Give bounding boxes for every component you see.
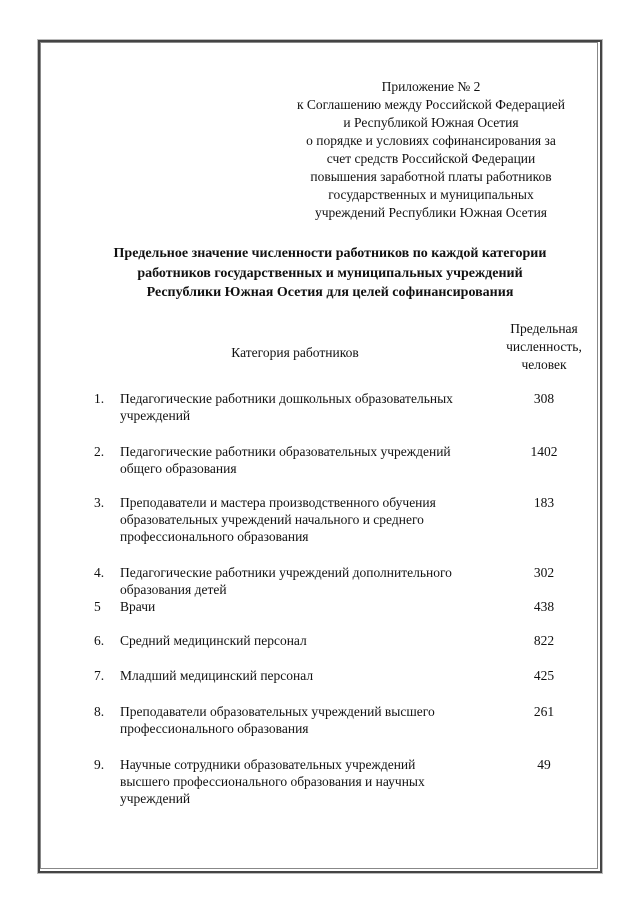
appendix-line: государственных и муниципальных: [328, 187, 534, 202]
row-category: [120, 703, 510, 737]
row-value: 1402: [530, 444, 558, 459]
appendix-line: учреждений Республики Южная Осетия: [314, 205, 548, 220]
row-value: 425: [533, 668, 555, 683]
row-number: 9.: [94, 757, 105, 772]
row-category: [120, 443, 510, 477]
row-category-line: Научные сотрудники образовательных учреждений: [120, 757, 416, 772]
row-category: [120, 390, 510, 424]
row-number: 2.: [94, 444, 105, 459]
row-category-line: Средний медицинский персонал: [120, 633, 307, 648]
row-value: 308: [533, 391, 555, 406]
row-category-line: Преподаватели образовательных учреждений высшего: [120, 704, 435, 719]
appendix-line: Приложение № 2: [381, 79, 481, 94]
row-value: 49: [537, 757, 551, 772]
row-category: [120, 667, 510, 684]
row-category: [120, 598, 510, 615]
row-category-line: профессионального образования: [120, 529, 309, 544]
appendix-line: и Республикой Южная Осетия: [343, 115, 519, 130]
column-header-category: Категория работников: [231, 345, 359, 360]
row-value: 438: [533, 599, 555, 614]
row-category-line: Младший медицинский персонал: [120, 668, 314, 683]
row-value: 261: [533, 704, 555, 719]
row-value: 822: [533, 633, 555, 648]
document-title: [80, 244, 580, 303]
row-category-line: общего образования: [120, 461, 237, 476]
row-number: 1.: [94, 391, 105, 406]
row-category-line: Педагогические работники образовательных учреждений: [120, 444, 451, 459]
appendix-header: [270, 78, 592, 222]
header-limit-line: Предельная: [510, 321, 578, 336]
row-number: 8.: [94, 704, 105, 719]
row-category-line: Врачи: [120, 599, 156, 614]
appendix-line: к Соглашению между Российской Федерацией: [296, 97, 566, 112]
row-category: [120, 564, 510, 598]
title-line: Предельное значение численности работников по каждой категории: [113, 246, 547, 261]
row-number: 3.: [94, 495, 105, 510]
row-category-line: учреждений: [120, 408, 191, 423]
row-number: 7.: [94, 668, 105, 683]
row-category-line: Преподаватели и мастера производственного обучения: [120, 495, 436, 510]
title-line: работников государственных и муниципальных учреждений: [137, 265, 523, 281]
header-limit-line: человек: [521, 357, 567, 372]
appendix-line: счет средств Российской Федерации: [326, 151, 536, 166]
column-header-limit: [496, 320, 592, 374]
title-line: Республики Южная Осетия для целей софинансирования: [146, 285, 514, 300]
row-category-line: образовательных учреждений начального и среднего: [120, 512, 424, 527]
appendix-line: повышения заработной платы работников: [310, 169, 552, 184]
row-number: 4.: [94, 565, 105, 580]
row-category-line: Педагогические работники дошкольных образовательных: [120, 391, 453, 406]
row-category: [120, 756, 510, 807]
row-value: 302: [533, 565, 555, 580]
row-category-line: образования детей: [120, 582, 227, 597]
row-category-line: учреждений: [120, 791, 191, 806]
row-category: [120, 494, 510, 545]
row-number: 5: [94, 599, 101, 614]
row-category-line: Педагогические работники учреждений дополнительного: [120, 565, 452, 580]
row-category-line: высшего профессионального образования и научных: [120, 774, 425, 789]
appendix-line: о порядке и условиях софинансирования за: [306, 133, 556, 148]
row-category: [120, 632, 510, 649]
row-number: 6.: [94, 633, 105, 648]
row-value: 183: [533, 495, 555, 510]
header-limit-line: численность,: [506, 339, 582, 354]
row-category-line: профессионального образования: [120, 721, 309, 736]
